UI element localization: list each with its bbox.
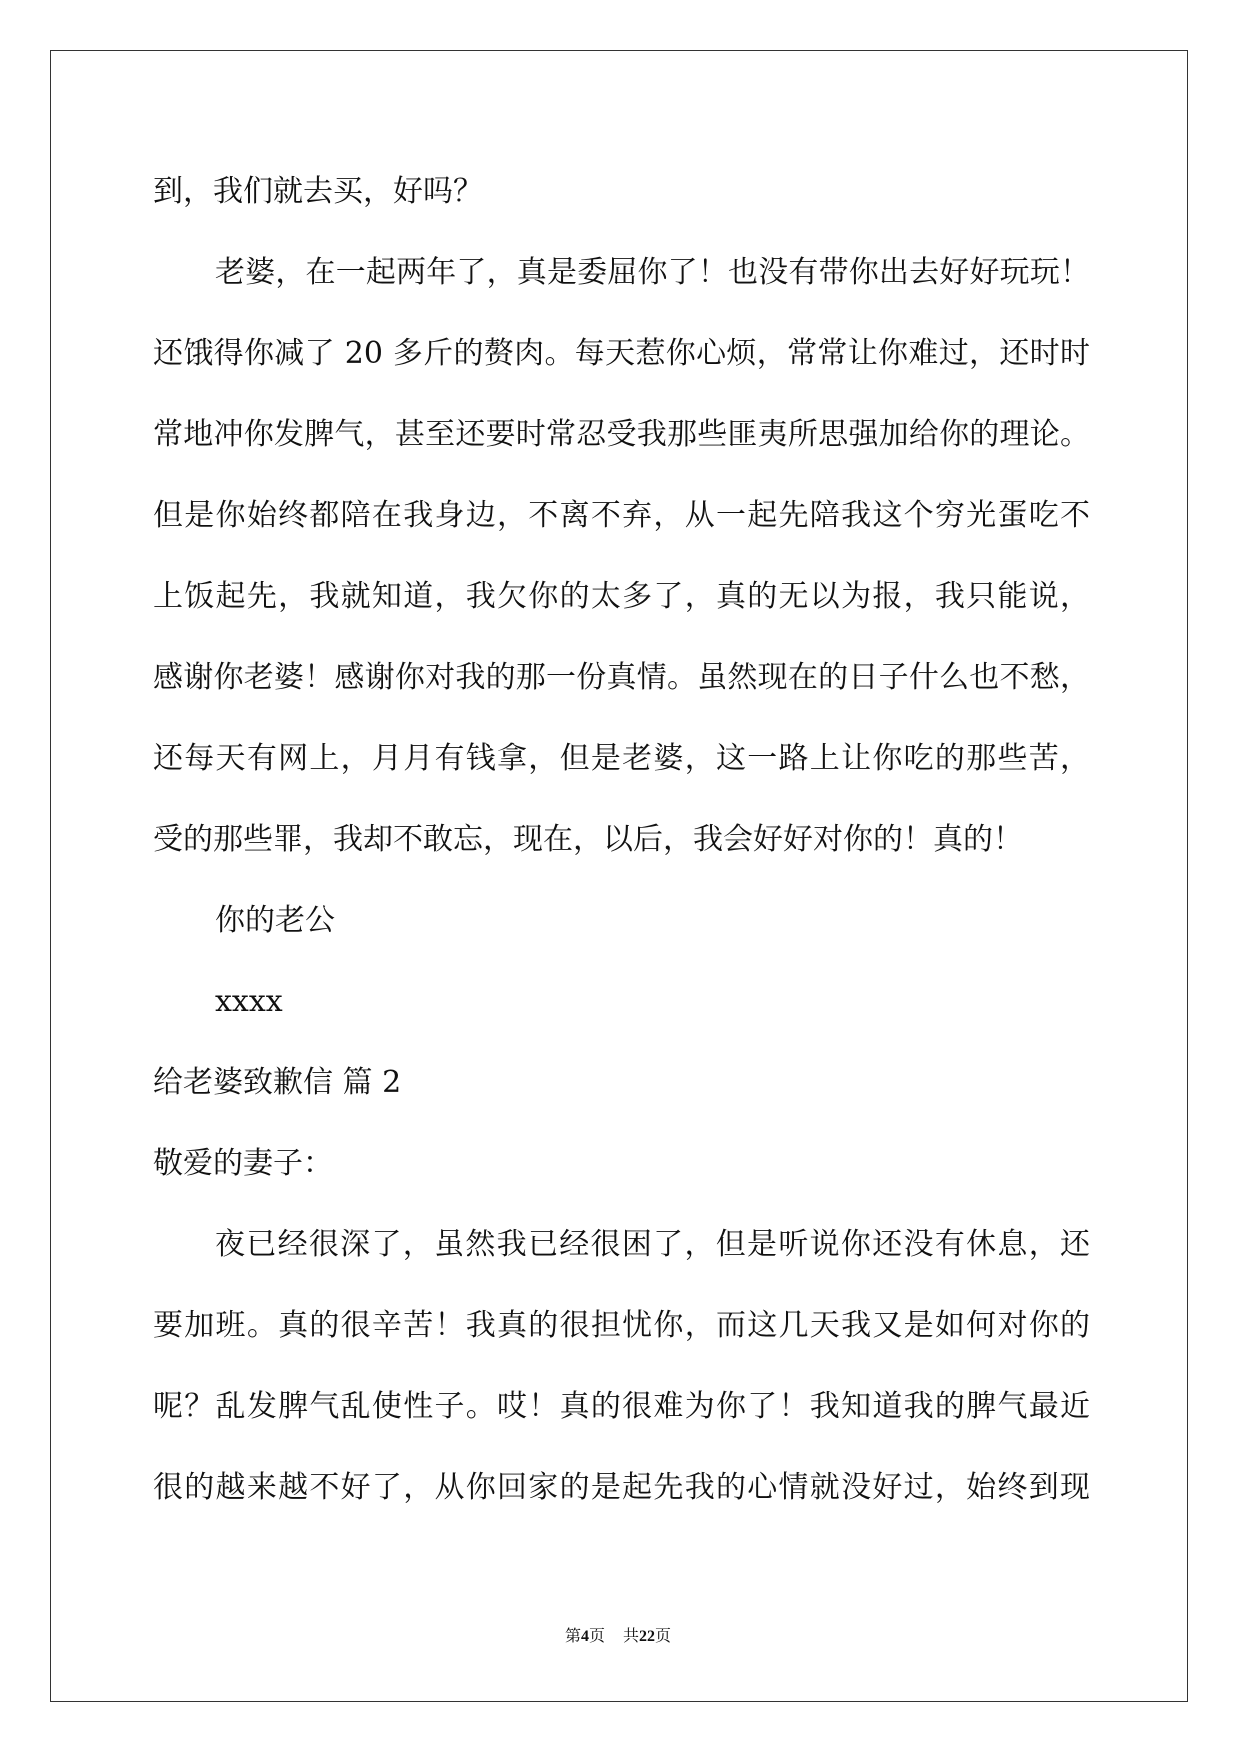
body-text-line: 要加班。真的很辛苦！我真的很担忧你，而这几天我又是如何对你的 — [153, 1308, 1090, 1343]
salutation: 敬爱的妻子： — [153, 1146, 333, 1181]
body-text-line: 呢？乱发脾气乱使性子。哎！真的很难为你了！我知道我的脾气最近 — [153, 1389, 1090, 1424]
total-suffix: 页 — [655, 1628, 672, 1645]
total-prefix: 共 — [623, 1628, 640, 1645]
letter-title: 给老婆致歉信 篇 2 — [153, 1065, 402, 1100]
body-text-line: 上饭起先，我就知道，我欠你的太多了，真的无以为报，我只能说， — [153, 579, 1090, 614]
body-text-line: 很的越来越不好了，从你回家的是起先我的心情就没好过，始终到现 — [153, 1470, 1090, 1505]
page-footer — [0, 1627, 1236, 1647]
page-border — [50, 50, 1188, 1702]
paragraph-first-line: 夜已经很深了，虽然我已经很困了，但是听说你还没有休息，还 — [215, 1227, 1090, 1262]
body-text-line: 到，我们就去买，好吗？ — [153, 174, 483, 209]
body-text-line: 还饿得你减了 20 多斤的赘肉。每天惹你心烦，常常让你难过，还时时 — [153, 336, 1090, 371]
body-text-line: 但是你始终都陪在我身边，不离不弃，从一起先陪我这个穷光蛋吃不 — [153, 498, 1090, 533]
body-text-line: 感谢你老婆！感谢你对我的那一份真情。虽然现在的日子什么也不愁， — [153, 660, 1090, 695]
page-number: 4 — [580, 1628, 589, 1645]
page-suffix: 页 — [588, 1628, 605, 1645]
signature-line: 你的老公 — [215, 903, 335, 938]
paragraph-first-line: 老婆，在一起两年了，真是委屈你了！也没有带你出去好好玩玩！ — [215, 255, 1090, 290]
page-prefix: 第 — [564, 1628, 581, 1645]
body-text-line: 常地冲你发脾气，甚至还要时常忍受我那些匪夷所思强加给你的理论。 — [153, 417, 1090, 452]
body-text-line: 受的那些罪，我却不敢忘，现在，以后，我会好好对你的！真的！ — [153, 822, 1023, 857]
total-pages: 22 — [639, 1628, 656, 1645]
signature-name: xxxx — [215, 984, 283, 1019]
body-text-line: 还每天有网上，月月有钱拿，但是老婆，这一路上让你吃的那些苦， — [153, 741, 1090, 776]
